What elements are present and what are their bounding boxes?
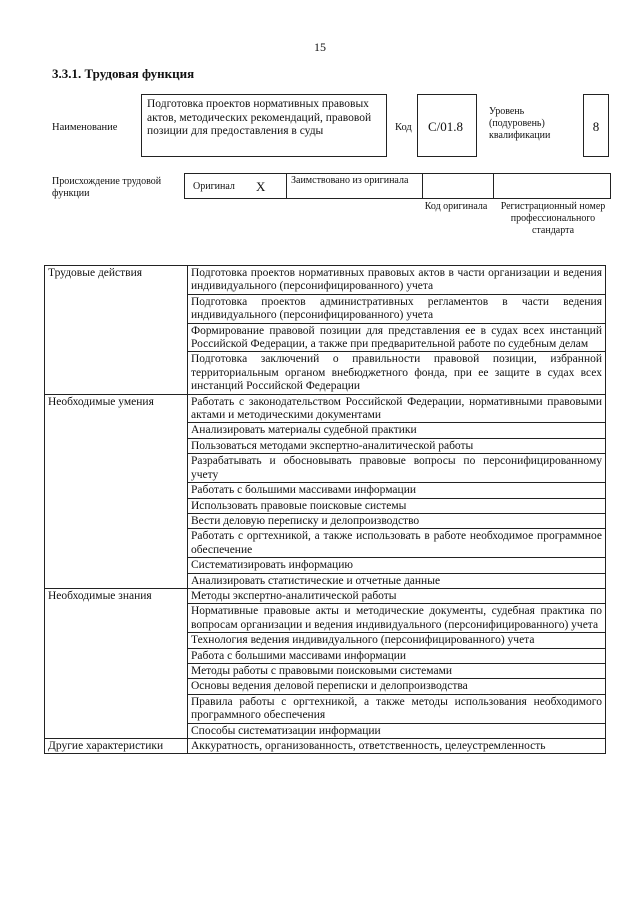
table-row: [45, 588, 606, 603]
group-label: Необходимые знания: [45, 588, 188, 738]
competency-table: [44, 265, 606, 754]
table-cell: Работа с большими массивами информации: [188, 648, 606, 663]
table-cell: Работать с законодательством Российской Федерации, нормативными правовыми актами и методическими документами: [188, 394, 606, 423]
table-cell: Вести деловую переписку и делопроизводство: [188, 513, 606, 528]
table-cell: Работать с оргтехникой, а также использовать в работе необходимое программное обеспечение: [188, 529, 606, 558]
code-label: Код: [395, 122, 412, 133]
table-cell: Систематизировать информацию: [188, 558, 606, 573]
level-value: 8: [583, 94, 609, 157]
table-cell: Основы ведения деловой переписки и делопроизводства: [188, 679, 606, 694]
original-cell: [185, 174, 287, 198]
table-cell: Пользоваться методами экспертно-аналитической работы: [188, 438, 606, 453]
group-label: Трудовые действия: [45, 266, 188, 395]
table-cell: Подготовка проектов нормативных правовых актов в части организации и ведения индивидуального (персонифицированного) учета: [188, 266, 606, 295]
code-value: C/01.8: [417, 94, 477, 157]
table-cell: Подготовка проектов административных регламентов в части ведения индивидуального (персонифицированного) учета: [188, 294, 606, 323]
table-cell: Работать с большими массивами информации: [188, 483, 606, 498]
table-cell: Методы работы с правовыми поисковыми системами: [188, 663, 606, 678]
original-code-cell: [422, 174, 494, 198]
original-code-caption: Код оригинала: [424, 201, 488, 212]
table-cell: Нормативные правовые акты и методические документы, судебная практика по вопросам организации и ведения индивидуального (персонифицированного) учета: [188, 604, 606, 633]
table-cell: Правила работы с оргтехникой, а также методы использования необходимого программного обеспечения: [188, 694, 606, 723]
name-label: Наименование: [52, 122, 118, 133]
original-label: Оригинал: [193, 181, 235, 192]
function-name-value: Подготовка проектов нормативных правовых актов, методических рекомендаций, правовой позиции для предоставления в суды: [141, 94, 387, 157]
table-cell: Анализировать материалы судебной практики: [188, 423, 606, 438]
borrowed-label: Заимствовано из оригинала: [291, 175, 409, 186]
table-cell: Технология ведения индивидуального (персонифицированного) учета: [188, 633, 606, 648]
origin-row: [184, 173, 611, 199]
group-label: Необходимые умения: [45, 394, 188, 588]
page-number: 15: [314, 40, 326, 54]
table-cell: Формирование правовой позиции для представления ее в судах всех инстанций Российской Федерации, а также при предварительной работе по судебным делам: [188, 323, 606, 352]
origin-label: Происхождение трудовой функции: [52, 176, 162, 199]
registration-number-caption: Регистрационный номер профессионального стандарта: [500, 201, 606, 236]
table-row: [45, 266, 606, 295]
level-label: Уровень (подуровень) квалификации: [489, 106, 551, 141]
table-row: [45, 394, 606, 423]
section-title: 3.3.1. Трудовая функция: [52, 66, 195, 81]
group-label: Другие характеристики: [45, 739, 188, 754]
table-cell: Использовать правовые поисковые системы: [188, 498, 606, 513]
table-cell: Анализировать статистические и отчетные данные: [188, 573, 606, 588]
table-cell: Разрабатывать и обосновывать правовые вопросы по персонифицированному учету: [188, 454, 606, 483]
table-row: [45, 739, 606, 754]
table-cell: Способы систематизации информации: [188, 723, 606, 738]
original-mark: X: [256, 179, 266, 194]
table-cell: Аккуратность, организованность, ответственность, целеустремленность: [188, 739, 606, 754]
table-cell: Методы экспертно-аналитической работы: [188, 588, 606, 603]
table-cell: Подготовка заключений о правильности правовой позиции, избранной территориальным органом внебюджетного фонда, при ее защите в судах всех инстанций Российской Федерации: [188, 352, 606, 394]
